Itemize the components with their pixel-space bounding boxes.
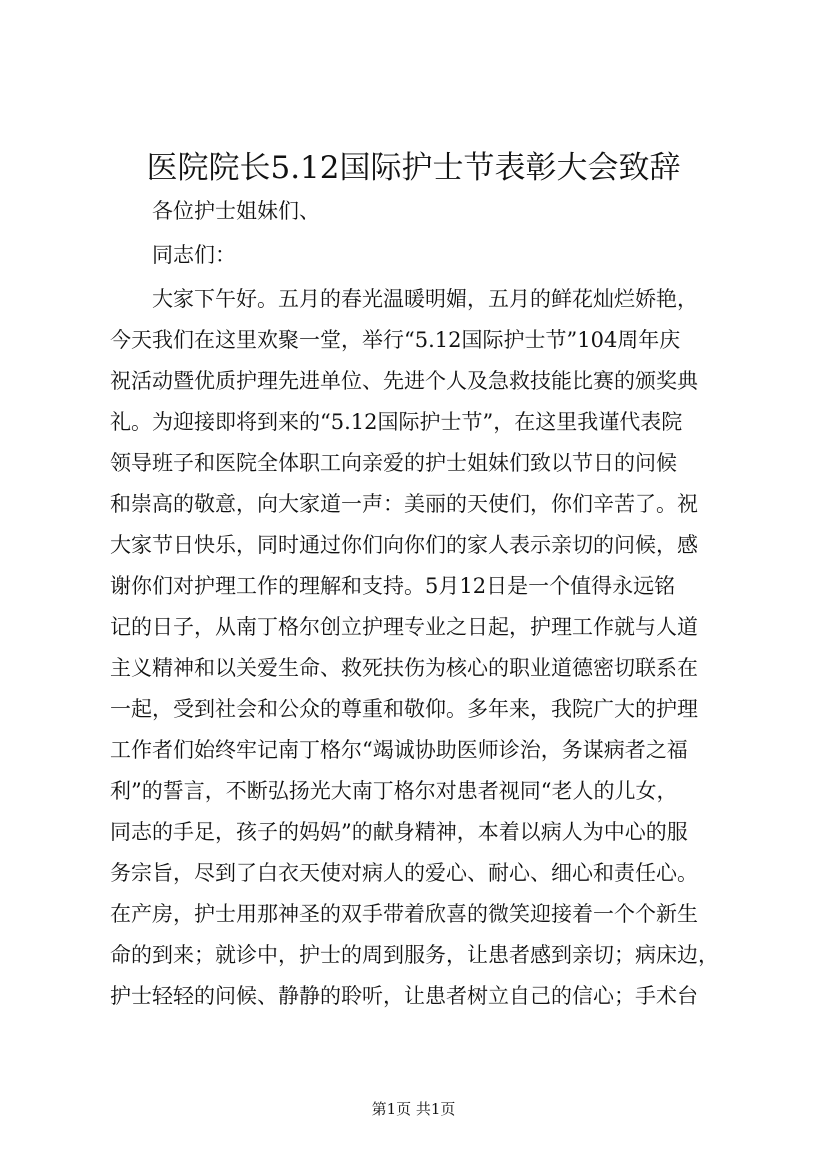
body-line: 务宗旨，尽到了白衣天使对病人的爱心、耐心、细心和责任心。: [110, 861, 698, 885]
body-line: 今天我们在这里欢聚一堂，举行“5.12国际护士节”104周年庆: [110, 328, 681, 352]
body-line: 利”的誓言，不断弘扬光大南丁格尔对患者视同“老人的儿女，: [110, 779, 678, 803]
body-line: 护士轻轻的问候、静静的聆听，让患者树立自己的信心；手术台: [110, 984, 698, 1008]
body-line: 记的日子，从南丁格尔创立护理专业之日起，护理工作就与人道: [110, 615, 698, 639]
body-line: 大家下午好。五月的春光温暖明媚，五月的鲜花灿烂娇艳，: [152, 287, 698, 311]
body-line: 工作者们始终牢记南丁格尔“竭诚协助医师诊治，务谋病者之福: [110, 738, 688, 762]
body-line: 一起，受到社会和公众的尊重和敬仰。多年来，我院广大的护理: [110, 697, 698, 721]
salutation-line: 各位护士姐妹们、: [152, 199, 320, 223]
page-footer: 第1页 共1页: [371, 1100, 456, 1118]
body-line: 和崇高的敬意，向大家道一声：美丽的天使们，你们辛苦了。祝: [110, 492, 698, 516]
body-line: 祝活动暨优质护理先进单位、先进个人及急救技能比赛的颁奖典: [110, 369, 698, 393]
body-line: 谢你们对护理工作的理解和支持。5月12日是一个值得永远铭: [110, 574, 676, 598]
body-line: 领导班子和医院全体职工向亲爱的护士姐妹们致以节日的问候: [110, 451, 677, 475]
document-title: 医院院长5.12国际护士节表彰大会致辞: [146, 150, 681, 186]
salutation-line: 同志们：: [152, 243, 236, 267]
body-line: 大家节日快乐，同时通过你们向你们的家人表示亲切的问候，感: [110, 533, 698, 557]
body-line: 同志的手足，孩子的妈妈”的献身精神，本着以病人为中心的服: [110, 820, 688, 844]
body-line: 命的到来；就诊中，护士的周到服务，让患者感到亲切；病床边，: [110, 943, 719, 967]
body-line: 主义精神和以关爱生命、救死扶伤为核心的职业道德密切联系在: [110, 656, 698, 680]
body-line: 在产房，护士用那神圣的双手带着欣喜的微笑迎接着一个个新生: [110, 902, 698, 926]
body-line: 礼。为迎接即将到来的“5.12国际护士节”，在这里我谨代表院: [110, 410, 683, 434]
